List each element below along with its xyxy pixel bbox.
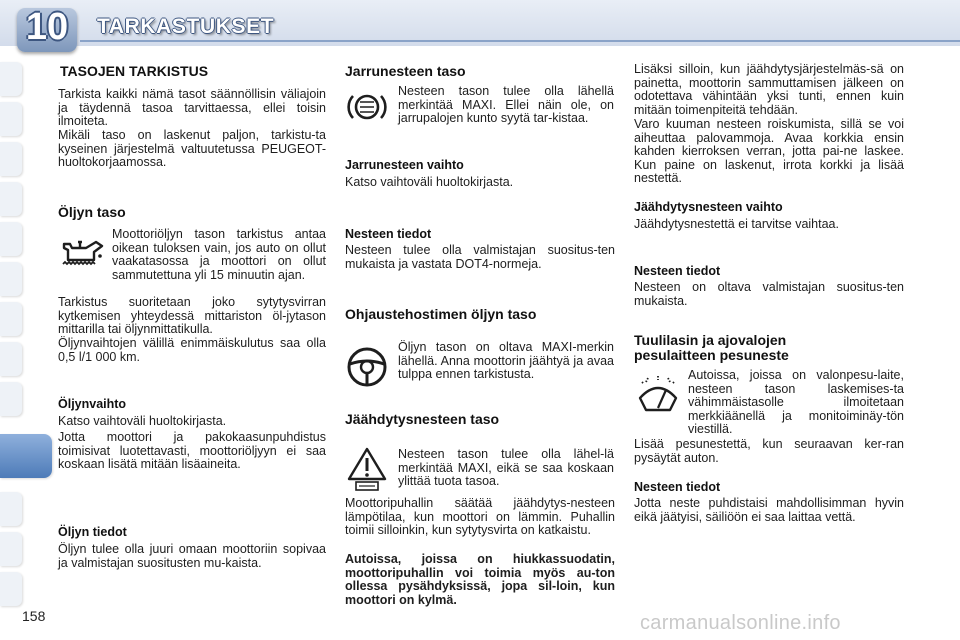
section-heading-levels: TASOJEN TARKISTUS (60, 63, 209, 79)
steering-wheel-icon (346, 346, 388, 393)
washer-heading-line-2: pesulaitteen pesuneste (634, 347, 789, 363)
oil-change-paragraph-1: Katso vaihtoväli huoltokirjasta. (58, 414, 227, 428)
oil-specs-paragraph: Öljyn tulee olla juuri omaan moottoriin sopivaa ja valmistajan suositusten mu-kaista. (58, 542, 326, 570)
chapter-tab[interactable] (0, 262, 22, 296)
coolant-paragraph-2: Moottoripuhallin säätää jäähdytys-nesteen lämpötilaa, kun moottori on lämmin. Puhallin toimii silloinkin, kun sytytysvirta on katkaistu. (345, 496, 615, 538)
washer-paragraph-1: Autoissa, joissa on valonpesu-laite, nesteen tason laskemises-ta vähimmäistasolle ilmoitetaan merkkiäänellä ja monitoiminäy-tön viestillä. (688, 368, 904, 437)
power-steering-heading: Ohjaustehostimen öljyn taso (345, 306, 537, 322)
coolant-warning-paragraph: Autoissa, joissa on hiukkassuodatin, moottoripuhallin voi toimia myös au-ton ollessa pysähdyksissä, jopa sil-loin, kun moottori on kylmä. (345, 552, 615, 607)
chapter-tab[interactable] (0, 142, 22, 176)
brake-fluid-specs-paragraph: Nesteen tulee olla valmistajan suositus-ten mukaista ja vastata DOT4-normeja. (345, 243, 615, 271)
chapter-tab[interactable] (0, 492, 22, 526)
chapter-number: 10 (25, 6, 69, 48)
chapter-tab-active[interactable] (0, 434, 52, 478)
brake-fluid-paragraph: Nesteen tason tulee olla lähellä merkintää MAXI. Ellei näin ole, on jarrupalojen kunto syytä tar-kistaa. (398, 84, 614, 126)
oil-specs-heading: Öljyn tiedot (58, 525, 127, 539)
brake-warning-icon (346, 86, 388, 133)
coolant-paragraph-1: Nesteen tason tulee olla lähel-lä merkintää MAXI, eikä se saa koskaan ylittää tuota tasoa. (398, 447, 614, 489)
chapter-title: TARKASTUKSET (97, 15, 275, 38)
chapter-tab[interactable] (0, 532, 22, 566)
oil-change-paragraph-2: Jotta moottori ja pakokaasunpuhdistus toimisivat luotettavasti, moottoriöljyyn ei saa koskaan lisätä mitään lisäaineita. (58, 430, 326, 472)
chapter-tab[interactable] (0, 182, 22, 216)
header-rule (80, 40, 960, 42)
oil-change-heading: Öljynvaihto (58, 397, 127, 411)
oil-can-icon (58, 232, 106, 273)
brake-fluid-change-paragraph: Katso vaihtoväli huoltokirjasta. (345, 175, 514, 189)
washer-specs-paragraph: Jotta neste puhdistaisi mahdollisimman hyvin eikä jäätyisi, säiliöön ei saa laittaa vettä. (634, 496, 904, 524)
chapter-tab[interactable] (0, 382, 22, 416)
brake-fluid-change-heading: Jarrunesteen vaihto (345, 158, 464, 172)
chapter-tab[interactable] (0, 102, 22, 136)
coolant-warning-icon (346, 446, 388, 497)
coolant-specs-paragraph: Nesteen on oltava valmistajan suositus-ten mukaista. (634, 280, 904, 308)
coolant-pressure-paragraph: Lisäksi silloin, kun jäähdytysjärjestelmäs-sä on painetta, moottorin sammuttamisen jälkeen on odotettava vähintään yksi tunti, ennen kuin mitään toimenpiteitä tehdään. (634, 62, 904, 117)
brake-fluid-heading: Jarrunesteen taso (345, 63, 466, 79)
coolant-specs-heading: Nesteen tiedot (634, 264, 721, 278)
power-steering-paragraph: Öljyn tason on oltava MAXI-merkin lähellä. Anna moottorin jäähtyä ja avaa tulppa ennen tarkistusta. (398, 340, 614, 382)
chapter-tab[interactable] (0, 62, 22, 96)
intro-paragraph-2: Mikäli taso on laskenut paljon, tarkistu-ta kyseinen järjestelmä valtuutetussa PEUGEOT-huoltokorjaamossa. (58, 128, 326, 170)
chapter-tab[interactable] (0, 222, 22, 256)
oil-level-paragraph-2: Tarkistus suoritetaan joko sytytysvirran kytkemisen yhteydessä mittariston öl-jytason mittarilla tai öljynmittatikulla. (58, 295, 326, 337)
chapter-tab[interactable] (0, 342, 22, 376)
coolant-change-paragraph: Jäähdytysnestettä ei tarvitse vaihtaa. (634, 217, 839, 231)
watermark: carmanualsonline.info (640, 612, 841, 634)
chapter-tab-strip (0, 46, 44, 640)
oil-level-paragraph-3: Öljynvaihtojen välillä enimmäiskulutus saa olla 0,5 l/1 000 km. (58, 336, 326, 364)
washer-paragraph-2: Lisää pesunestettä, kun seuraavan ker-ran pysäytät auton. (634, 437, 904, 465)
page-number: 158 (22, 608, 46, 624)
washer-heading-line-1: Tuulilasin ja ajovalojen (634, 332, 787, 348)
brake-fluid-specs-heading: Nesteen tiedot (345, 227, 432, 241)
chapter-tab[interactable] (0, 302, 22, 336)
coolant-change-heading: Jäähdytysnesteen vaihto (634, 200, 783, 214)
intro-paragraph-1: Tarkista kaikki nämä tasot säännöllisin väliajoin ja täydennä tasoa tarvittaessa, ellei toisin ilmoiteta. (58, 87, 326, 129)
coolant-heading: Jäähdytysnesteen taso (345, 411, 500, 427)
washer-specs-heading: Nesteen tiedot (634, 480, 721, 494)
oil-level-heading: Öljyn taso (58, 204, 126, 220)
chapter-tab[interactable] (0, 572, 22, 606)
washer-fluid-icon (636, 372, 680, 421)
oil-level-paragraph-1: Moottoriöljyn tason tarkistus antaa oikean tuloksen vain, jos auto on ollut vaakatasossa ja moottori on ollut sammutettuna yli 15 minuutin ajan. (112, 227, 326, 282)
coolant-hot-paragraph: Varo kuuman nesteen roiskumista, sillä se voi aiheuttaa palovammoja. Avaa korkkia ensin kahden kierroksen verran, jotta pai-ne laskee. Kun paine on laskenut, irrota korkki ja lisää nestettä. (634, 117, 904, 186)
